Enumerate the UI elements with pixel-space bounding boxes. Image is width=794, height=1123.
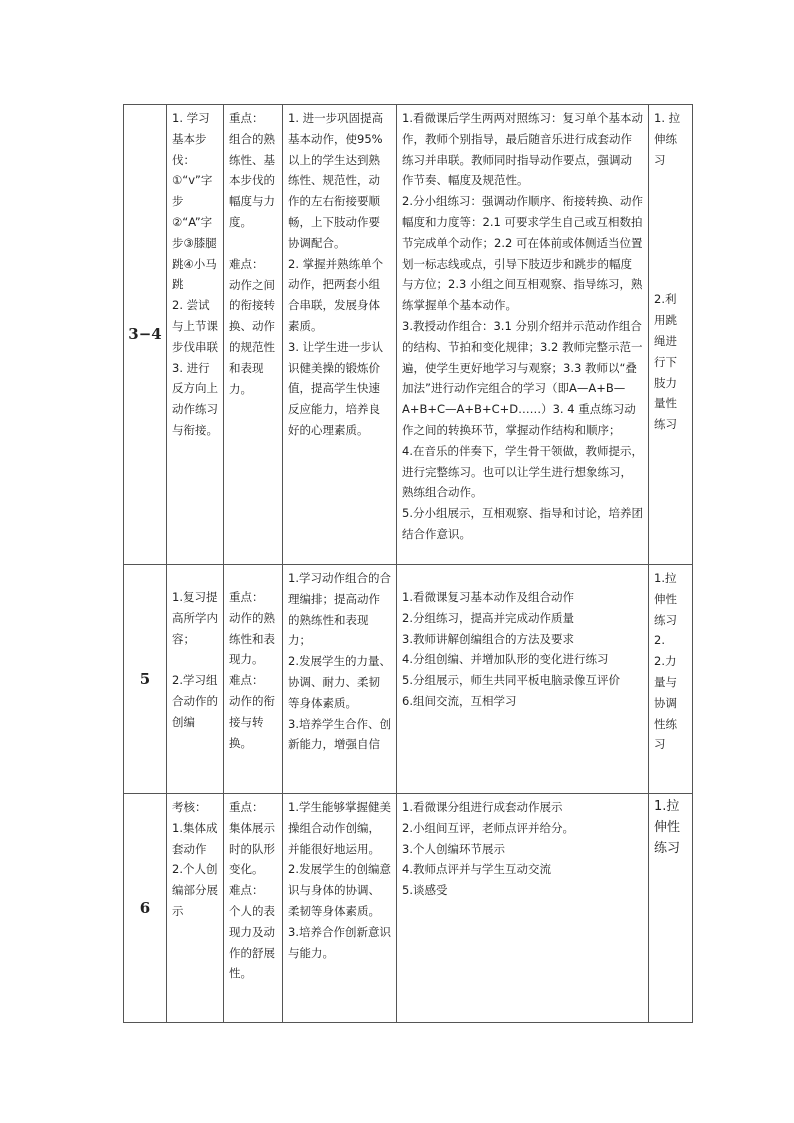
difficulty-text: 动作之间的衔接转换、动作的规范性和表现力。 <box>229 277 275 396</box>
lesson-content-cell <box>167 105 224 565</box>
method-item: 1.看微课复习基本动作及组合动作 <box>402 590 574 604</box>
method-item: 5.分组展示，师生共同平板电脑录像互评价 <box>402 673 620 688</box>
keypoint-text: 组合的熟练性、基本步伐的幅度与力度。 <box>229 131 275 229</box>
content-heading: 考核： <box>172 800 207 814</box>
goal-item: 1. 进一步巩固提高基本动作，使95%以上的学生达到熟练性、规范性，动作的左右衔接要顺畅，上下肢动作要协调配合。 <box>288 111 384 250</box>
keypoint-heading: 重点： <box>229 800 264 814</box>
goal-item: 2. 掌握并熟练单个动作，把两套小组合串联，发展身体素质。 <box>288 256 384 333</box>
goal-item: 3. 让学生进一步认识健美操的锻炼价值，提高学生快速反应能力，培养良好的心理素质。 <box>288 339 384 437</box>
lesson-content-cell <box>167 565 224 794</box>
content-item: 2.学习组合动作的创编 <box>172 673 218 729</box>
method-item: 3.教授动作组合：3.1 分别介绍并示范动作组合的结构、节拍和变化规律；3.2 教师完整示范一遍，使学生更好地学习与观察；3.3 教师以“叠加法”进行动作完组合的学习（即A—A+B—A+B+C—A+B+C+D……）3. 4 重点练习动作之间的转换环节，掌握动作结构和顺序； <box>402 318 643 437</box>
methods-cell <box>397 565 649 794</box>
method-item: 4.分组创编、并增加队形的变化进行练习 <box>402 652 609 667</box>
keypoints-cell <box>224 565 283 794</box>
lesson-row <box>124 105 693 565</box>
goal-item: 1.学习动作组合的合理编排；提高动作的熟练性和表现力； <box>288 571 391 648</box>
goal-item: 3.培养合作创新意识与能力。 <box>288 924 391 960</box>
fitness-item: 1.拉伸性练习 <box>654 571 677 627</box>
keypoints-cell <box>224 105 283 565</box>
difficulty-heading: 难点： <box>229 883 264 898</box>
content-item: 2. 尝试与上节课步伐串联 <box>172 298 218 354</box>
fitness-cell <box>649 565 693 794</box>
method-item: 1.看微课后学生两两对照练习：复习单个基本动作，教师个别指导，最后随音乐进行成套动作练习并串联。教师同时指导动作要点，强调动作节奏、幅度及规范性。 <box>402 111 643 188</box>
method-item: 5.谈感受 <box>402 883 448 898</box>
difficulty-text: 个人的表现力及动作的舒展性。 <box>229 903 275 981</box>
difficulty-text: 动作的衔接与转换。 <box>229 693 275 750</box>
fitness-item: 1.拉伸性练习 <box>654 799 681 856</box>
method-item: 3.教师讲解创编组合的方法及要求 <box>402 631 574 646</box>
method-item: 4.在音乐的伴奏下，学生骨干领做，教师提示，进行完整练习。也可以让学生进行想象练习，熟练组合动作。 <box>402 443 643 500</box>
goal-item: 3.培养学生合作、创新能力，增强自信 <box>288 716 391 752</box>
lesson-number: 5 <box>124 565 167 794</box>
method-item: 3.个人创编环节展示 <box>402 841 505 856</box>
lesson-row <box>124 565 693 794</box>
lesson-row <box>124 794 693 1023</box>
method-item: 2.分小组练习：强调动作顺序、衔接转换、动作幅度和力度等：2.1 可要求学生自己或互相数拍节完成单个动作；2.2 可在体前或体侧适当位置划一标志线或点，引导下肢迈步和跳步的幅度与方位；2.3 小组之间互相观察、指导练习，熟练掌握单个基本动作。 <box>402 194 643 313</box>
lesson-number: 6 <box>124 794 167 1023</box>
goals-cell <box>283 794 397 1023</box>
goal-item: 2.发展学生的创编意识与身体的协调、柔韧等身体素质。 <box>288 862 391 918</box>
content-item: 1.复习提高所学内容； <box>172 590 218 646</box>
lesson-number: 3−4 <box>124 105 167 565</box>
fitness-item: 2.利用跳绳进行下肢力量性练习 <box>654 292 677 432</box>
fitness-cell <box>649 794 693 1023</box>
fitness-cell <box>649 105 693 565</box>
method-item: 2.分组练习，提高并完成动作质量 <box>402 610 574 625</box>
methods-cell <box>397 105 649 565</box>
content-item: 2.个人创编部分展示 <box>172 862 218 918</box>
content-item: 1.集体成套动作 <box>172 820 218 856</box>
method-item: 2.小组间互评，老师点评并给分。 <box>402 820 574 835</box>
method-item: 5.分小组展示，互相观察、指导和讨论，培养团结合作意识。 <box>402 506 643 541</box>
content-item: 3. 进行反方向上动作练习与衔接。 <box>172 360 218 437</box>
method-item: 6.组间交流，互相学习 <box>402 693 517 708</box>
difficulty-heading: 难点： <box>229 673 264 688</box>
keypoint-heading: 重点： <box>229 111 264 125</box>
methods-cell <box>397 794 649 1023</box>
goals-cell <box>283 565 397 794</box>
fitness-item: 2. <box>654 633 665 648</box>
method-item: 1.看微课分组进行成套动作展示 <box>402 800 563 814</box>
difficulty-heading: 难点： <box>229 256 264 271</box>
keypoints-cell <box>224 794 283 1023</box>
method-item: 4.教师点评并与学生互动交流 <box>402 862 551 877</box>
keypoint-heading: 重点： <box>229 590 264 604</box>
fitness-item: 2.力量与协调性练习 <box>654 654 677 752</box>
goals-cell <box>283 105 397 565</box>
lesson-content-cell <box>167 794 224 1023</box>
keypoint-text: 动作的熟练性和表现力。 <box>229 610 275 667</box>
lesson-plan-table <box>123 104 693 1023</box>
keypoint-text: 集体展示时的队形变化。 <box>229 820 275 877</box>
goal-item: 1.学生能够掌握健美操组合动作创编，并能很好地运用。 <box>288 800 391 856</box>
content-item: 1. 学习基本步伐：①“v”字步②“A”字步③膝腿跳④小马跳 <box>172 111 217 292</box>
fitness-item: 1. 拉伸练习 <box>654 111 681 167</box>
goal-item: 2.发展学生的力量、协调、耐力、柔韧等身体素质。 <box>288 654 391 710</box>
